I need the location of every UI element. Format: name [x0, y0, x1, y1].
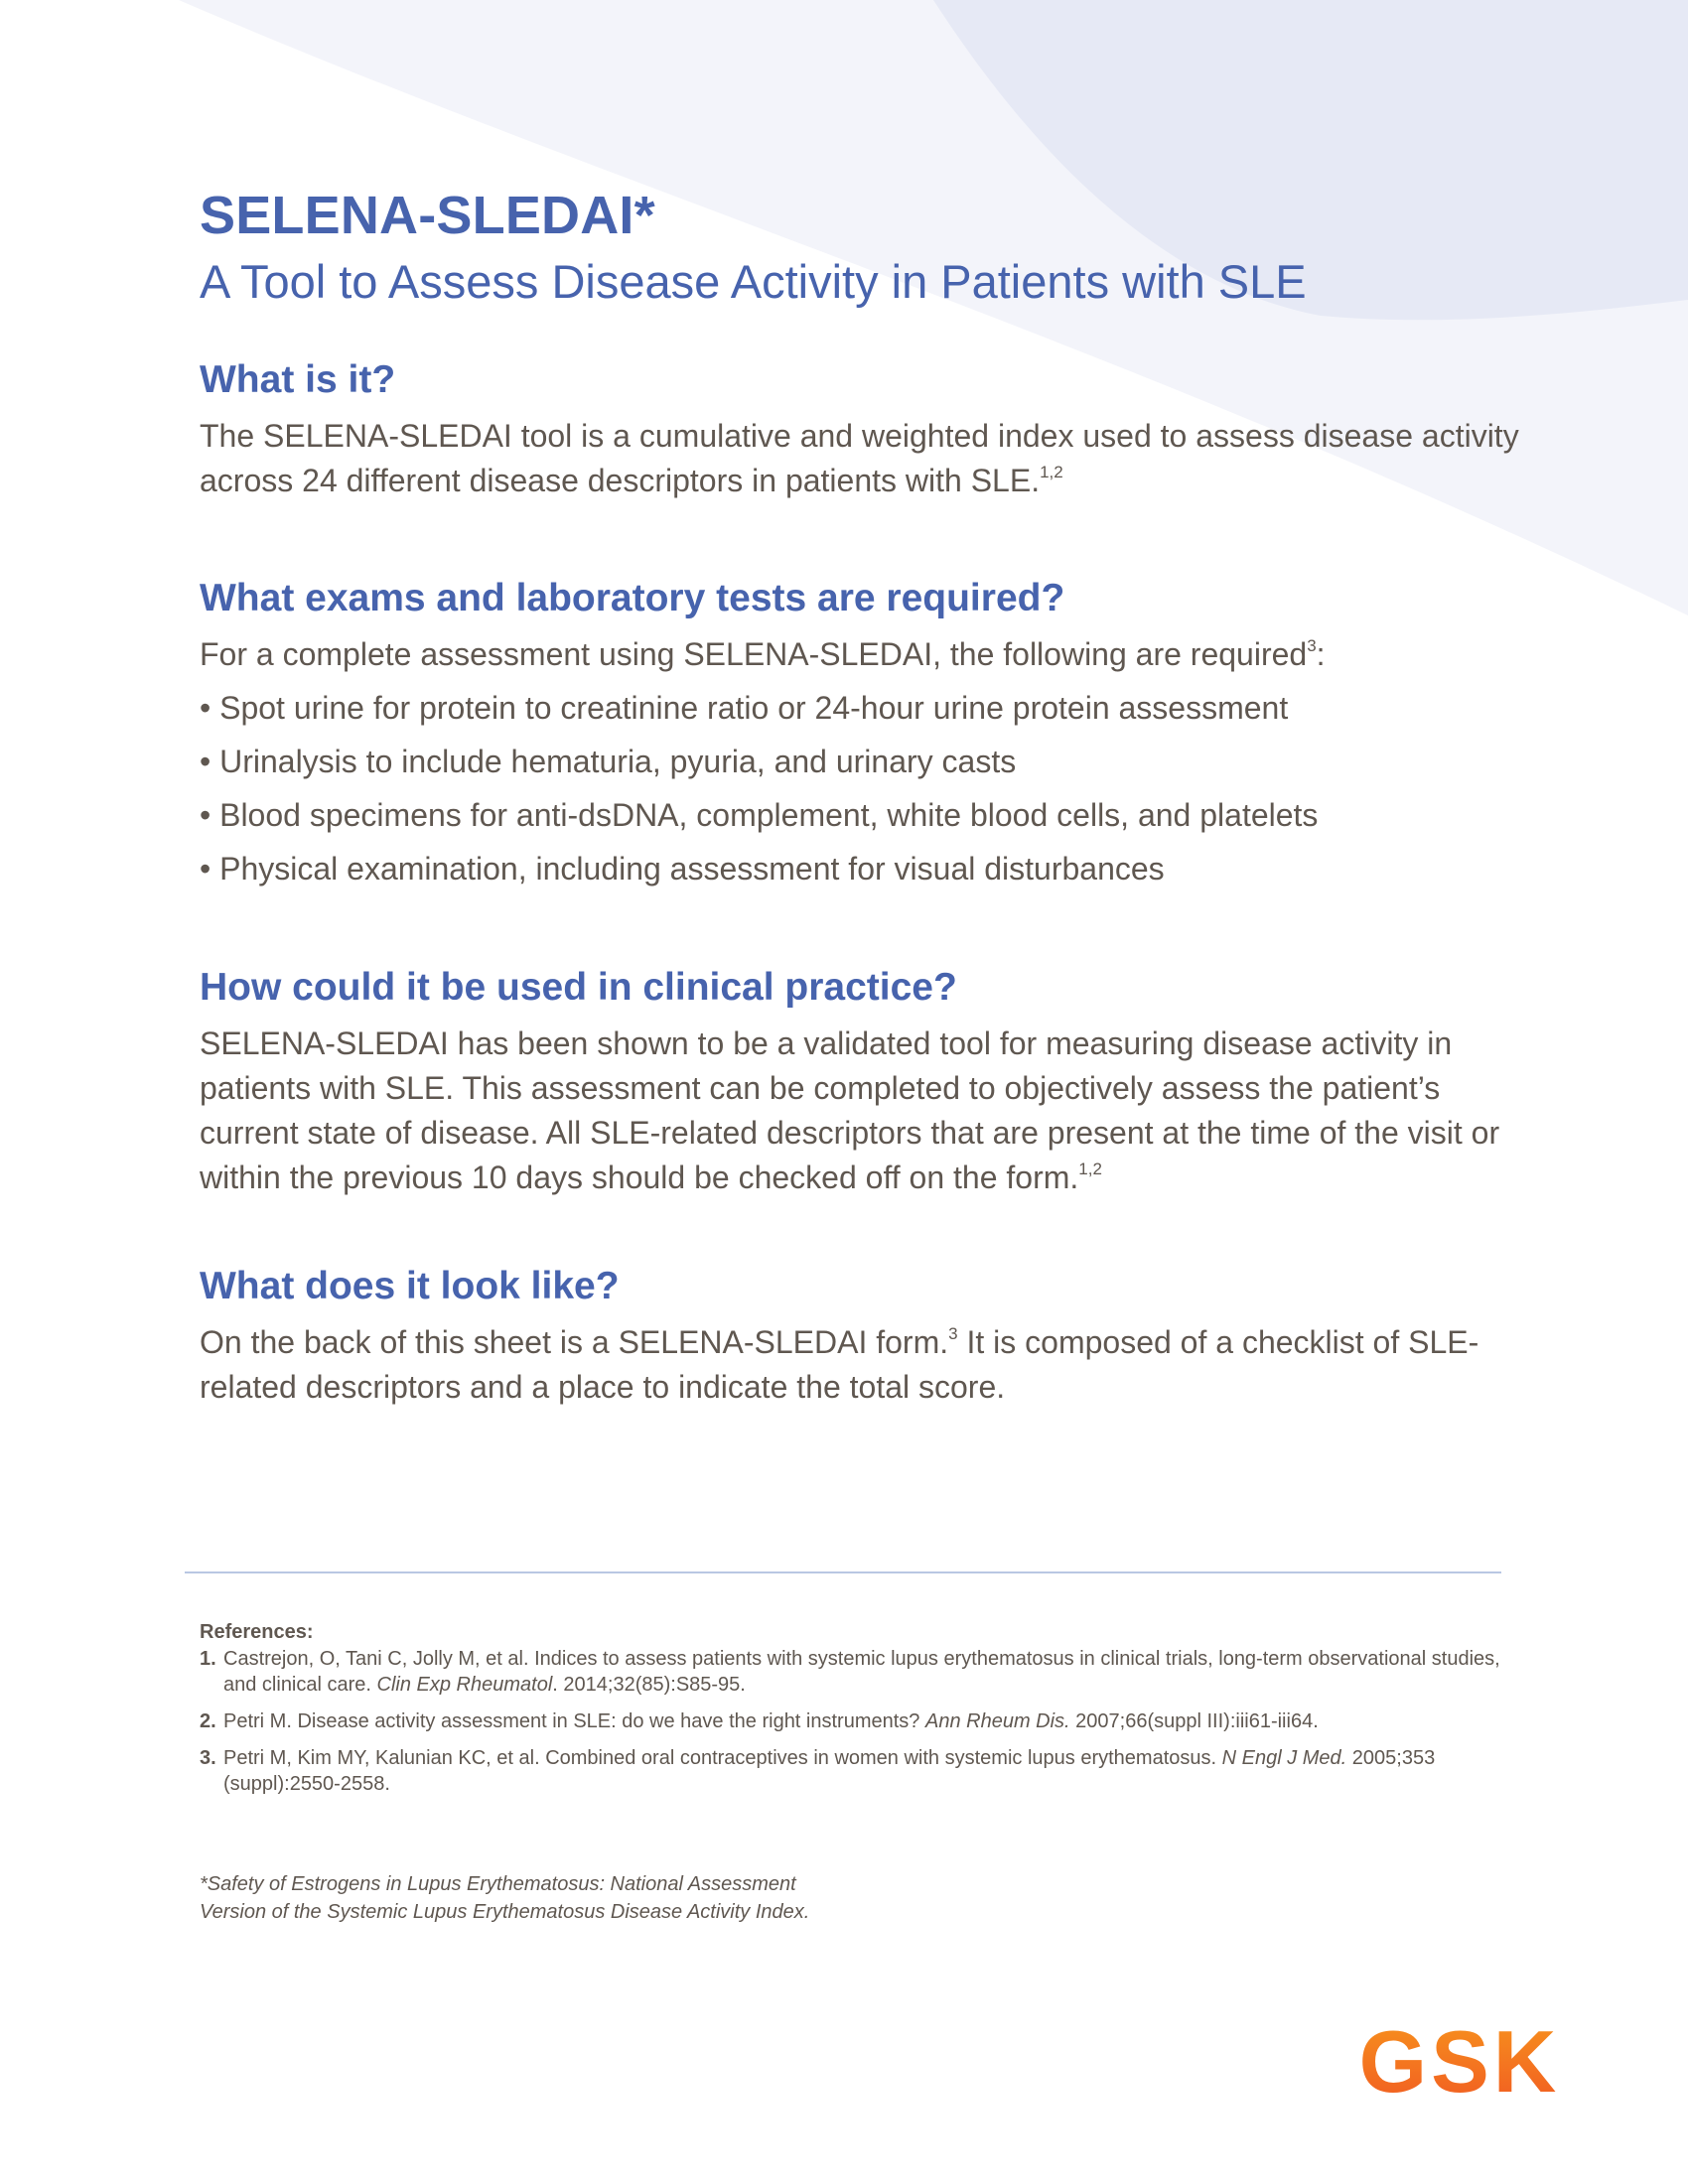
requirements-list — [200, 686, 1520, 891]
section-what-is-it — [200, 355, 1520, 503]
footnote-line: *Safety of Estrogens in Lupus Erythematosus: National Assessment — [200, 1873, 796, 1895]
section-body — [200, 1022, 1520, 1200]
section-heading: How could it be used in clinical practice? — [200, 966, 957, 1009]
list-item: • Blood specimens for anti-dsDNA, complement, white blood cells, and platelets — [200, 796, 1319, 833]
body-text: The SELENA-SLEDAI tool is a cumulative and weighted index used to assess disease activity across 24 different disease descriptors in patients with SLE. — [200, 417, 1519, 498]
footnote — [200, 1870, 1093, 1926]
gsk-logo — [1342, 2021, 1577, 2101]
intro-text: For a complete assessment using SELENA-SLEDAI, the following are required — [200, 635, 1308, 672]
reference-journal: Ann Rheum Dis. — [924, 1710, 1070, 1732]
body-text: It is composed of a checklist of SLE-related descriptors and a place to indicate the total score. — [200, 1323, 1479, 1405]
reference-number: 2. — [200, 1710, 216, 1732]
section-clinical-practice — [200, 963, 1520, 1200]
section-heading: What is it? — [200, 358, 396, 401]
reference-number: 3. — [200, 1747, 216, 1769]
list-item: • Physical examination, including assessment for visual disturbances — [200, 850, 1165, 887]
reference-tail: 2007;66(suppl III):iii61-iii64. — [1069, 1710, 1319, 1732]
list-item: • Spot urine for protein to creatinine ratio or 24-hour urine protein assessment — [200, 689, 1289, 726]
reference-journal: N Engl J Med. — [1221, 1747, 1347, 1769]
list-item: • Urinalysis to include hematuria, pyuria, and urinary casts — [200, 743, 1017, 779]
reference-text: Petri M, Kim MY, Kalunian KC, et al. Combined oral contraceptives in women with systemic lupus erythematosus. — [223, 1747, 1222, 1769]
reference-journal: Clin Exp Rheumatol — [376, 1674, 553, 1696]
logo-text: GSK — [1358, 2021, 1561, 2101]
section-body — [200, 1320, 1520, 1410]
section-intro — [200, 632, 1520, 677]
section-heading: What does it look like? — [200, 1265, 620, 1307]
body-text: SELENA-SLEDAI has been shown to be a validated tool for measuring disease activity in patients with SLE. This assessment can be completed to objectively assess the patient’s current state of disease. All SLE-related descriptors that are present at the time of the visit or within the previous 10 days should be checked off on the form. — [200, 1024, 1500, 1195]
footnote-line: Version of the Systemic Lupus Erythematosus Disease Activity Index. — [200, 1901, 810, 1923]
citation-superscript: 1,2 — [1040, 462, 1063, 481]
references-block — [200, 1621, 1510, 1808]
reference-item — [200, 1745, 1510, 1797]
citation-superscript: 3 — [948, 1323, 958, 1343]
citation-superscript: 1,2 — [1078, 1159, 1102, 1178]
citation-superscript: 3 — [1307, 635, 1317, 655]
body-text: On the back of this sheet is a SELENA-SLEDAI form. — [200, 1323, 949, 1360]
section-body — [200, 414, 1520, 503]
section-exams — [200, 574, 1520, 891]
reference-tail: . 2014;32(85):S85-95. — [552, 1674, 746, 1696]
divider-line — [185, 1571, 1501, 1573]
page-subtitle: A Tool to Assess Disease Activity in Patients with SLE — [200, 255, 1307, 308]
intro-colon: : — [1316, 635, 1326, 672]
page-title: SELENA-SLEDAI* — [200, 186, 655, 245]
reference-item — [200, 1708, 1510, 1734]
reference-tail: 2005;353 (suppl):2550-2558. — [223, 1747, 1436, 1795]
reference-text: Castrejon, O, Tani C, Jolly M, et al. Indices to assess patients with systemic lupus erythematosus in clinical trials, long-term observational studies, and clinical care. — [223, 1648, 1500, 1696]
section-what-does-it-look-like — [200, 1262, 1520, 1410]
section-heading: What exams and laboratory tests are required? — [200, 577, 1065, 619]
reference-text: Petri M. Disease activity assessment in SLE: do we have the right instruments? — [223, 1710, 925, 1732]
references-heading: References: — [200, 1621, 314, 1643]
reference-item — [200, 1646, 1510, 1698]
reference-number: 1. — [200, 1648, 216, 1670]
